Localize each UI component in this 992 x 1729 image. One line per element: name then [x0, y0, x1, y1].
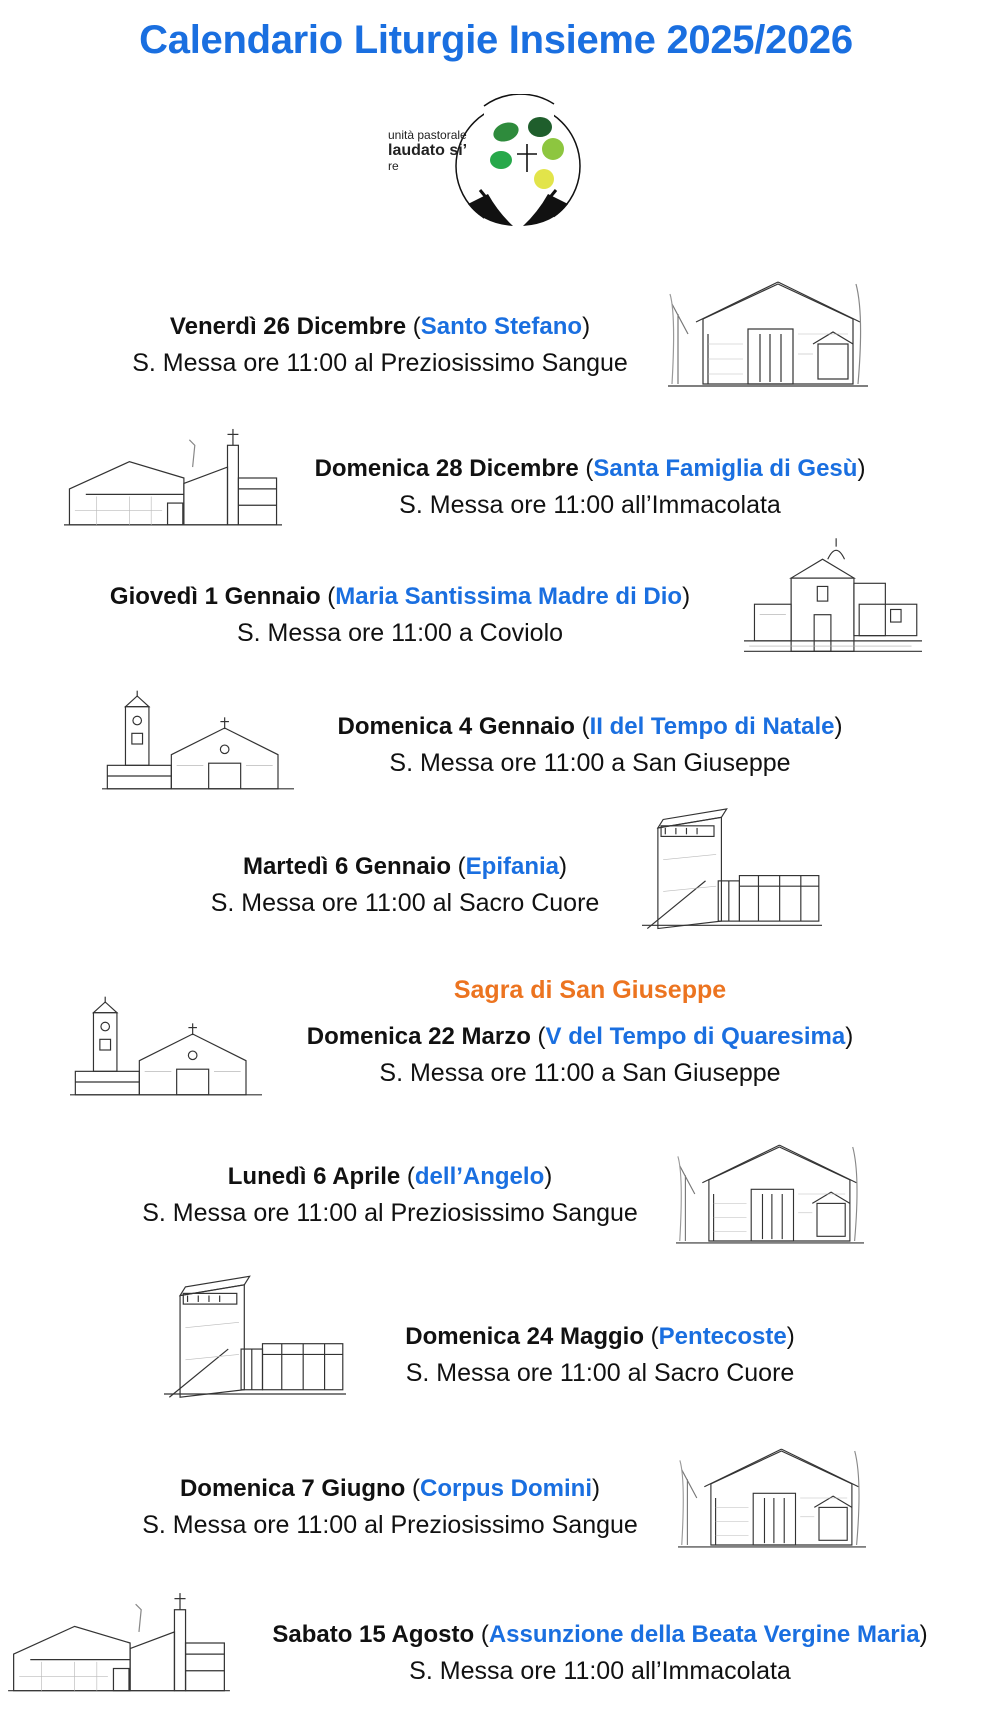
church-immacolata-icon: [8, 1582, 230, 1704]
entry-day: Domenica 7 Giugno: [179, 1475, 406, 1502]
church-preziosissimo-sangue-icon: [676, 1136, 864, 1252]
entry-feast: Santa Famiglia di Gesù: [593, 455, 858, 482]
entry-mass: S. Messa ore 11:00 al Sacro Cuore: [210, 889, 600, 917]
church-san-giuseppe-icon: [70, 996, 262, 1104]
entry-mass: S. Messa ore 11:00 al Sacro Cuore: [405, 1359, 795, 1387]
entry-day: Giovedì 1 Gennaio: [109, 583, 321, 610]
church-san-giuseppe-icon: [102, 690, 294, 798]
church-preziosissimo-sangue-icon: [678, 1440, 866, 1556]
entry-mass: S. Messa ore 11:00 all’Immacolata: [409, 1657, 791, 1685]
entry-feast: Corpus Domini: [420, 1475, 593, 1502]
church-immacolata-icon: [64, 418, 282, 538]
entry-mass: S. Messa ore 11:00 a San Giuseppe: [379, 1059, 781, 1087]
liturgy-entry: Martedì 6 Gennaio (Epifania) S. Messa ore 11:00 al Sacro Cuore: [180, 848, 630, 922]
entry-feast: II del Tempo di Natale: [589, 713, 835, 740]
pastoral-unit-logo: [388, 94, 598, 254]
liturgy-entry: Domenica 28 Dicembre (Santa Famiglia di Gesù) S. Messa ore 11:00 all’Immacolata: [290, 450, 890, 524]
entry-day: Sabato 15 Agosto: [272, 1621, 475, 1648]
liturgy-entry: Domenica 24 Maggio (Pentecoste) S. Messa ore 11:00 al Sacro Cuore: [350, 1318, 850, 1392]
entry-feast: dell’Angelo: [414, 1163, 545, 1190]
entry-day: Lunedì 6 Aprile: [227, 1163, 401, 1190]
liturgy-entry: Domenica 7 Giugno (Corpus Domini) S. Messa ore 11:00 al Preziosissimo Sangue: [110, 1470, 670, 1544]
liturgy-entry: Domenica 22 Marzo (V del Tempo di Quaresima) S. Messa ore 11:00 a San Giuseppe: [270, 1018, 890, 1092]
entry-feast: Assunzione della Beata Vergine Maria: [488, 1621, 920, 1648]
entry-mass: S. Messa ore 11:00 al Preziosissimo Sangue: [142, 1511, 638, 1539]
liturgy-entry: Domenica 4 Gennaio (II del Tempo di Natale) S. Messa ore 11:00 a San Giuseppe: [290, 708, 890, 782]
entry-mass: S. Messa ore 11:00 al Preziosissimo Sangue: [142, 1199, 638, 1227]
liturgy-entry: Sabato 15 Agosto (Assunzione della Beata Vergine Maria) S. Messa ore 11:00 all’Immacolata: [240, 1616, 960, 1690]
liturgy-entry: Venerdì 26 Dicembre (Santo Stefano) S. Messa ore 11:00 al Preziosissimo Sangue: [100, 308, 660, 382]
church-coviolo-icon: [744, 534, 922, 664]
church-sacro-cuore-icon: [164, 1262, 346, 1404]
liturgy-entry: Giovedì 1 Gennaio (Maria Santissima Madre di Dio) S. Messa ore 11:00 a Coviolo: [70, 578, 730, 652]
liturgy-entry: Lunedì 6 Aprile (dell’Angelo) S. Messa ore 11:00 al Preziosissimo Sangue: [110, 1158, 670, 1232]
sagra-heading: Sagra di San Giuseppe: [453, 976, 727, 1004]
logo-line3: re: [388, 159, 399, 173]
entry-feast: Santo Stefano: [420, 313, 583, 340]
leaves-hands-cross-logo-icon: [388, 94, 598, 254]
entry-feast: Epifania: [465, 853, 560, 880]
entry-mass: S. Messa ore 11:00 al Preziosissimo Sangue: [132, 349, 628, 377]
logo-text: [388, 129, 467, 173]
entry-day: Domenica 28 Dicembre: [314, 455, 579, 482]
church-preziosissimo-sangue-icon: [668, 274, 868, 394]
entry-day: Domenica 24 Maggio: [405, 1323, 644, 1350]
entry-feast: Pentecoste: [658, 1323, 787, 1350]
logo-line1: unità pastorale: [388, 128, 467, 142]
entry-day: Venerdì 26 Dicembre: [169, 313, 407, 340]
entry-feast: V del Tempo di Quaresima: [545, 1023, 846, 1050]
entry-day: Domenica 22 Marzo: [306, 1023, 531, 1050]
entry-mass: S. Messa ore 11:00 a San Giuseppe: [389, 749, 791, 777]
logo-line2: laudato si’: [388, 142, 468, 159]
page-title: Calendario Liturgie Insieme 2025/2026: [139, 18, 853, 62]
church-sacro-cuore-icon: [642, 796, 822, 934]
entry-day: Domenica 4 Gennaio: [337, 713, 575, 740]
entry-mass: S. Messa ore 11:00 all’Immacolata: [399, 491, 781, 519]
entry-mass: S. Messa ore 11:00 a Coviolo: [236, 619, 564, 647]
entry-feast: Maria Santissima Madre di Dio: [335, 583, 683, 610]
entry-day: Martedì 6 Gennaio: [242, 853, 451, 880]
